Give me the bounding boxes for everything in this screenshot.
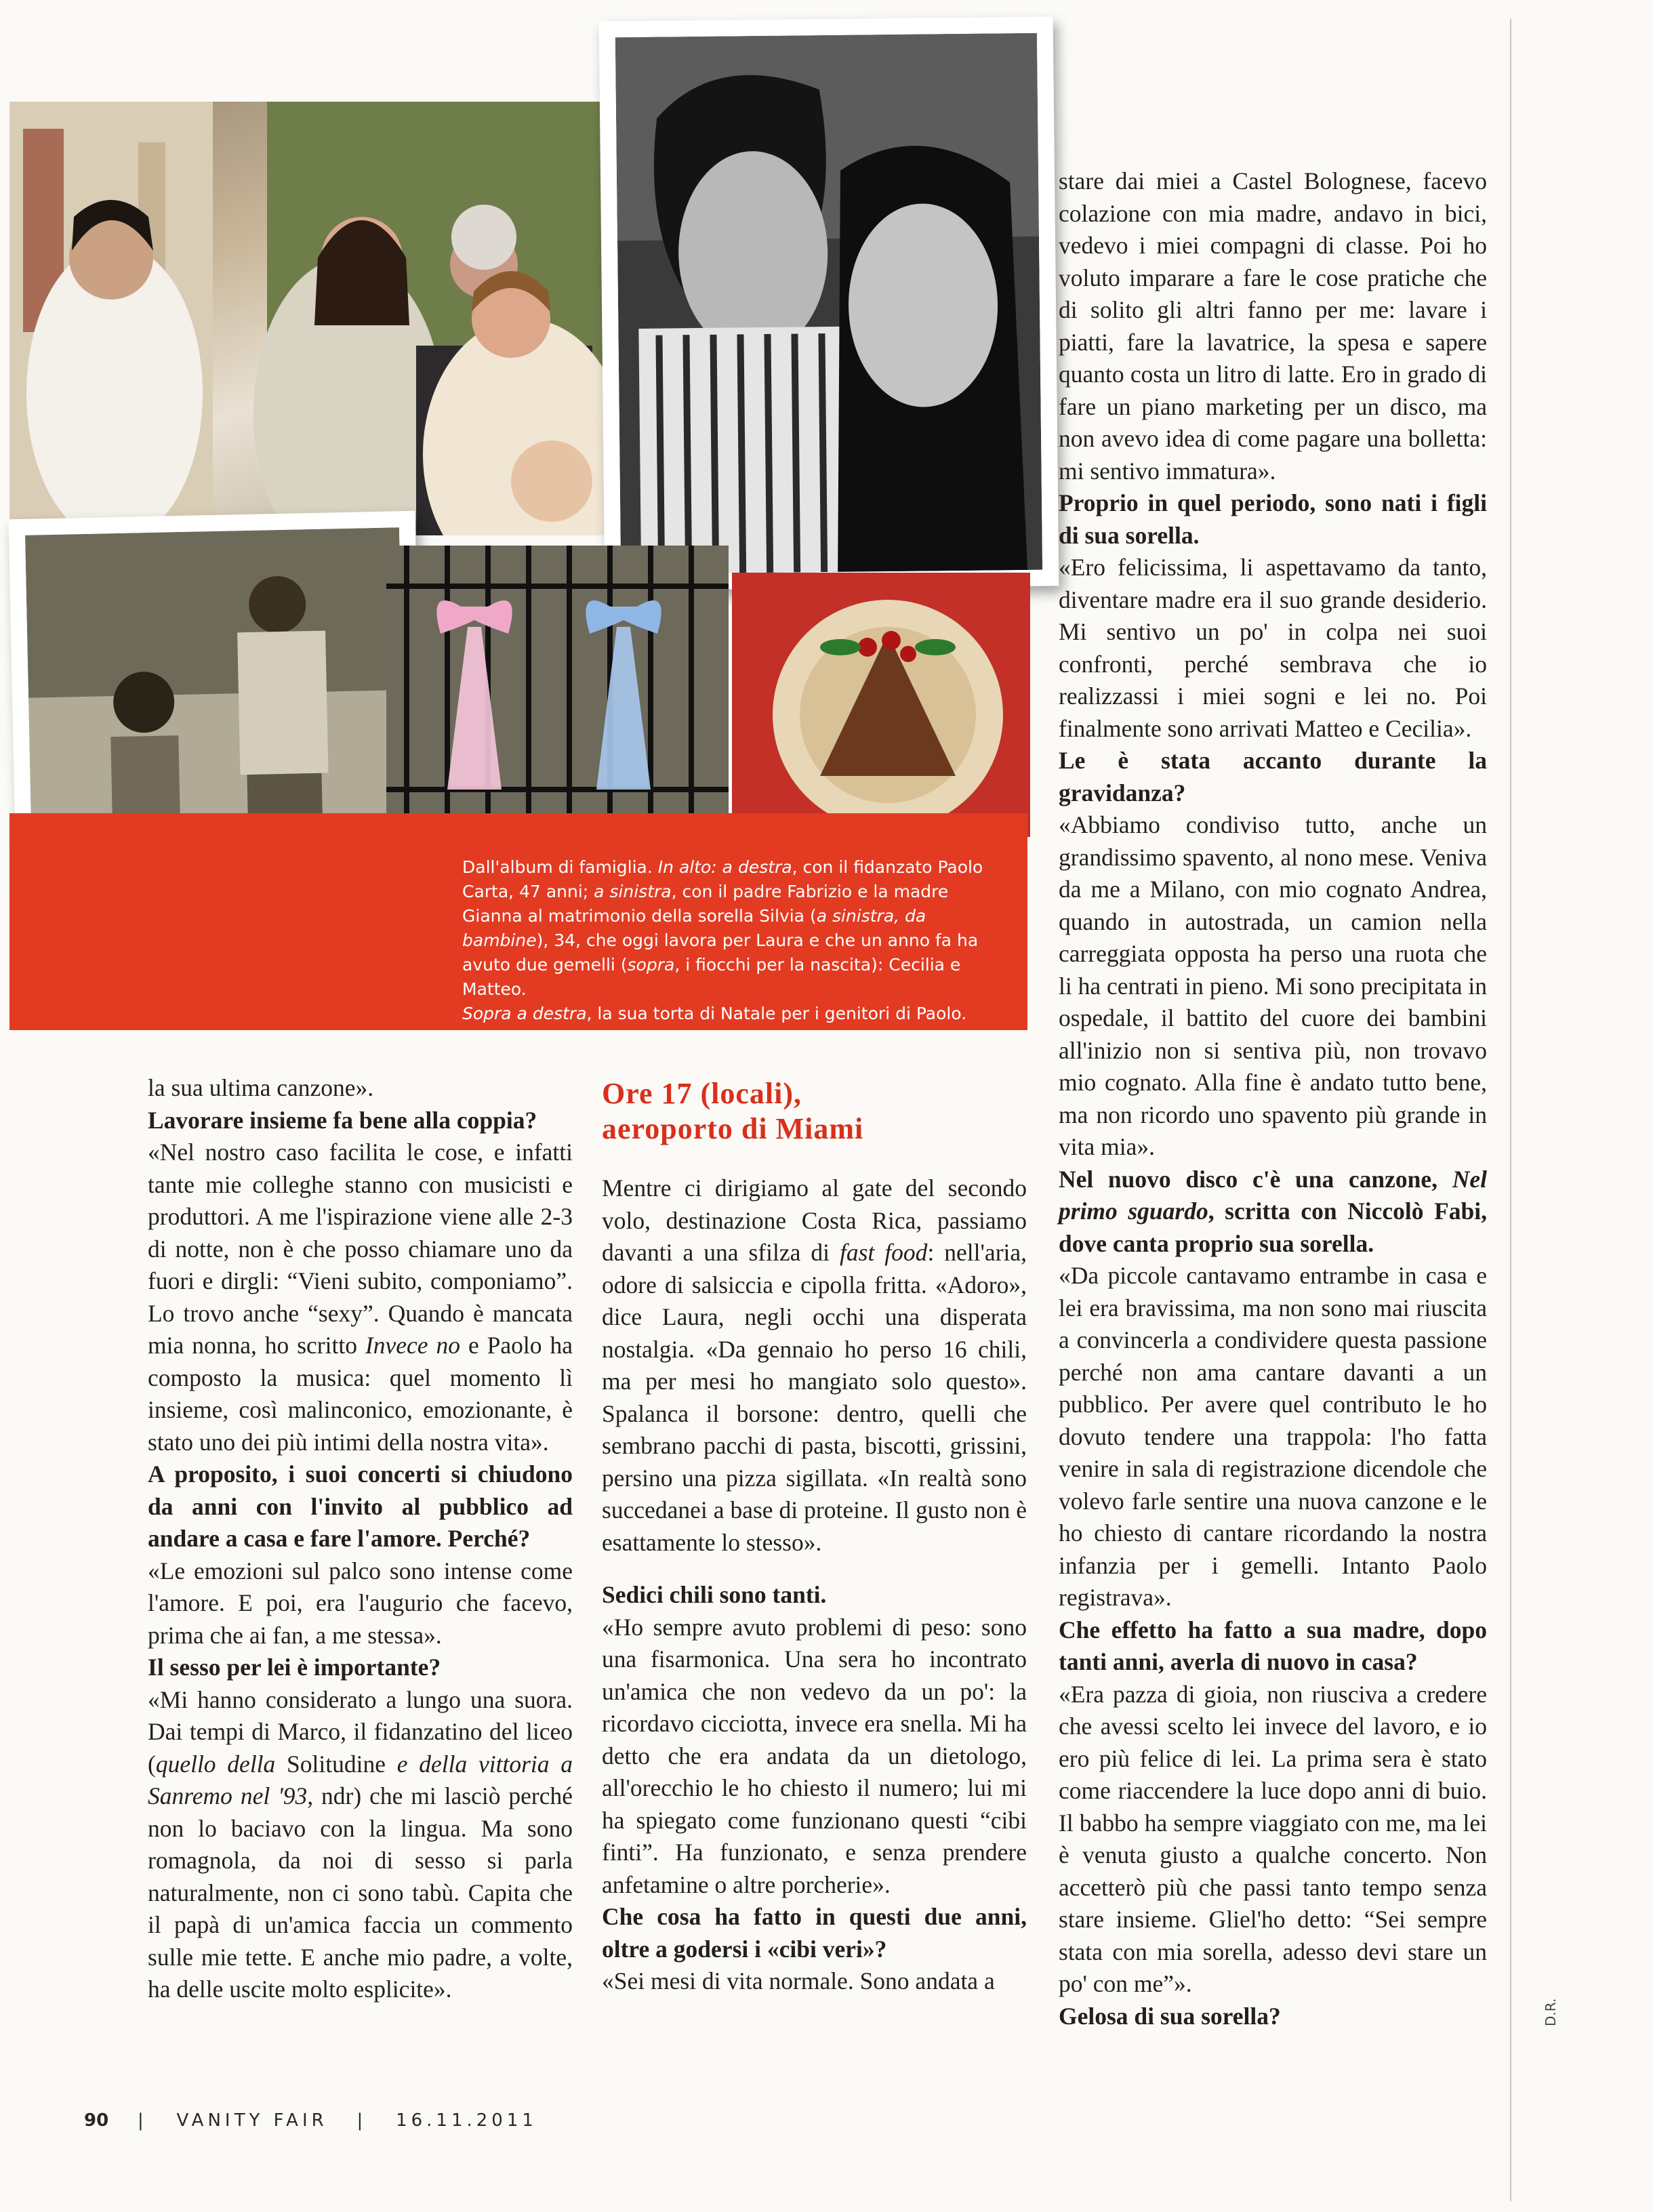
question: Proprio in quel periodo, sono nati i figli di sua sorella. bbox=[1059, 489, 1487, 549]
column-middle bbox=[602, 1172, 1027, 1998]
issue-date: 16.11.2011 bbox=[396, 2110, 537, 2131]
paragraph bbox=[148, 1136, 573, 1458]
paragraph bbox=[602, 1172, 1027, 1559]
question: Che effetto ha fatto a sua madre, dopo tanti anni, averla di nuovo in casa? bbox=[1059, 1616, 1487, 1675]
section-heading-line-2: aeroporto di Miami bbox=[602, 1112, 864, 1145]
section-heading-line-1: Ore 17 (locali), bbox=[602, 1077, 802, 1110]
gate-ribbons-photo bbox=[386, 546, 729, 837]
paragraph-text: «Nel nostro caso facilita le cose, e infatti tante mie colleghe stanno con musicisti e produttori. A me l'ispirazione viene alle 2-3 di notte, non è che posso chiamare uno da fuori e dirgli: “Vieni subito, componiamo”. Lo trovo anche “sexy”. Quando è mancata mia nonna, ho scritto bbox=[148, 1139, 573, 1359]
caption-left-label: a sinistra bbox=[594, 882, 672, 901]
paragraph: «Ho sempre avuto problemi di peso: sono una fisarmonica. Una sera ho incontrato un'amica che non vedevo da un po': la ricordavo cicciotta, invece era snella. Mi ha detto che era andata da un dietologo, all'orecchio le ho chiesto il numero; lui mi ha spiegato come funzionano questi “cibi finti”. Ha funzionato, e senza prendere anfetamine o altre porcherie». bbox=[602, 1613, 1027, 1898]
page-margin-rule bbox=[1510, 19, 1511, 2201]
page-number: 90 bbox=[84, 2110, 109, 2131]
subheading: Sedici chili sono tanti. bbox=[602, 1581, 827, 1608]
photo-credit: D.R. bbox=[1543, 1998, 1559, 2026]
page-footer bbox=[84, 2110, 537, 2131]
caption-intro: Dall'album di famiglia. bbox=[462, 857, 658, 877]
italic-text: fast food bbox=[840, 1239, 928, 1266]
caption-above-label: sopra bbox=[627, 955, 675, 975]
caption-text-4: , i fiocchi per la nascita): Cecilia e Matteo. bbox=[462, 955, 961, 999]
paragraph bbox=[148, 1684, 573, 2006]
paragraph: stare dai miei a Castel Bolognese, facevo colazione con mia madre, andavo in bici, vedevo i miei compagni di classe. Poi ho voluto imparare a fare le cose pratiche che di solito gli altri fanno per me: lavare i piatti, fare la lavatrice, la spesa e sapere quanto costa un litro di latte. Ero in grado di fare un piano marketing per un disco, ma non avevo idea di come pagare una bolletta: mi sentivo immatura». bbox=[1059, 167, 1487, 485]
question: Gelosa di sua sorella? bbox=[1059, 2002, 1281, 2030]
paragraph: «Le emozioni sul palco sono intense come l'amore. E poi, era l'augurio che facevo, prima che ai fan, a me stessa». bbox=[148, 1557, 573, 1649]
caption-text-3: ), 34, che oggi lavora per Laura e che un anno fa ha avuto due gemelli ( bbox=[462, 930, 979, 975]
magazine-name: VANITY FAIR bbox=[176, 2110, 328, 2131]
question: Il sesso per lei è importante? bbox=[148, 1654, 441, 1681]
question: Lavorare insieme fa bene alla coppia? bbox=[148, 1106, 537, 1134]
wedding-photo bbox=[9, 102, 619, 535]
paragraph: «Sei mesi di vita normale. Sono andata a bbox=[602, 1967, 995, 1994]
song-title: Invece no bbox=[365, 1332, 460, 1359]
paragraph-text: e Paolo ha composto la musica: quel momento lì insieme, così malinconico, emozionante, è stato uno dei più intimi della nostra vita». bbox=[148, 1332, 573, 1456]
question: A proposito, i suoi concerti si chiudono da anni con l'invito al pubblico ad andare a casa e fare l'amore. Perché? bbox=[148, 1460, 573, 1552]
paragraph-text: : nell'aria, odore di salsiccia e cipolla fritta. «Adoro», dice Laura, negli occhi una disperata nostalgia. «Da gennaio ho perso 16 chili, ma per mesi ho mangiato solo questo». Spalanca il borsone: dentro, quelli che sembrano pacchi di pasta, biscotti, grissini, persino una pizza sigillata. «In realtà sono succedanei a base di proteine. Il gusto non è esattamente lo stesso». bbox=[602, 1239, 1027, 1556]
paragraph: «Abbiamo condiviso tutto, anche un grandissimo spavento, al nono mese. Veniva da me a Milano, con mio cognato Andrea, quando in autostrada, un camion nella carreggiata opposta ha perso una ruota che li ha centrati in pieno. Mi sono precipitata in ospedale, il battito del cuore dei bambini all'inizio non si sentiva più, non trovavo mio cognato. Alla fine è andato tutto bene, ma non ricordo uno spavento più grande in vita mia». bbox=[1059, 811, 1487, 1160]
paragraph: «Da piccole cantavamo entrambe in casa e lei era bravissima, ma non sono mai riuscita a convincerla a condividere questa passione perché non ama cantare davanti a un pubblico. Per avere quel contributo le ho dovuto tendere una trappola: l'ho fatta venire in sala di registrazione dicendole che volevo farle sentire una nuova canzone e le ho chiesto di cantare ricordando la nostra infanzia per i gemelli. Intanto Paolo registrava». bbox=[1059, 1262, 1487, 1611]
question-text: Nel nuovo disco c'è una canzone, bbox=[1059, 1165, 1452, 1193]
caption-kids-label: a sinistra, da bambine bbox=[462, 906, 926, 950]
caption-top-label: In alto: a destra bbox=[657, 857, 792, 877]
italic-text: quello della bbox=[155, 1750, 276, 1778]
caption-text-5: , la sua torta di Natale per i genitori di Paolo. bbox=[586, 1004, 967, 1023]
column-left bbox=[148, 1072, 573, 2006]
footer-separator: | bbox=[137, 2110, 148, 2131]
photo-caption bbox=[462, 855, 1004, 1026]
paragraph: «Ero felicissima, li aspettavamo da tanto, diventare madre era il suo grande desiderio. Mi sentivo un po' in colpa nei suoi confronti, perché sembrava che io realizzassi i miei sogni e lei no. Poi finalmente sono arrivati Matteo e Cecilia». bbox=[1059, 554, 1487, 742]
caption-text-1: , con il fidanzato Paolo Carta, 47 anni; bbox=[462, 857, 983, 901]
column-right bbox=[1059, 165, 1487, 2032]
question-text: , scritta con Niccolò Fabi, dove canta proprio sua sorella. bbox=[1059, 1197, 1487, 1257]
footer-separator: | bbox=[356, 2110, 367, 2131]
couple-photo bbox=[599, 17, 1059, 591]
song-title: Solitudine bbox=[275, 1750, 397, 1778]
paragraph-text: Mentre ci dirigiamo al gate del secondo volo, destinazione Costa Rica, passiamo davanti a una sfilza di bbox=[602, 1174, 1027, 1266]
caption-above-right-label: Sopra a destra bbox=[462, 1004, 587, 1023]
question bbox=[1059, 1164, 1487, 1261]
paragraph: «Era pazza di gioia, non riusciva a credere che avessi scelto lei invece del lavoro, e io ero più felice di lei. La prima sera è stato come riaccendere la luce dopo anni di buio. Il babbo ha sempre viaggiato con me, ma lei è venuta giusto a qualche concerto. Non accetterò più che passi tanto tempo senza stare insieme. Gliel'ho detto: “Sei sempre stata con mia sorella, adesso devi stare un po' con me”». bbox=[1059, 1680, 1487, 1997]
question: Che cosa ha fatto in questi due anni, oltre a godersi i «cibi veri»? bbox=[602, 1903, 1027, 1963]
paragraph-text: ndr) che mi lasciò perché non lo baciavo con la lingua. Ma sono romagnola, da noi di sesso si parla naturalmente, non ci sono tabù. Capita che il papà di un'amica faccia un commento sulle mie tette. E anche mio padre, a volte, ha delle uscite molto esplicite». bbox=[148, 1782, 573, 2003]
paragraph: la sua ultima canzone». bbox=[148, 1074, 374, 1101]
spacer bbox=[602, 1559, 1027, 1579]
caption-text-2: , con il padre Fabrizio e la madre Gianna al matrimonio della sorella Silvia ( bbox=[462, 882, 949, 926]
section-heading bbox=[602, 1076, 1022, 1147]
paragraph-text: «Mi hanno considerato a lungo una suora. Dai tempi di Marco, il fidanzatino del liceo ( bbox=[148, 1685, 573, 1778]
question: Le è stata accanto durante la gravidanza? bbox=[1059, 747, 1487, 806]
christmas-cake-photo bbox=[732, 573, 1030, 837]
italic-text: e della vittoria a Sanremo nel '93, bbox=[148, 1750, 573, 1809]
song-title: Nel primo sguardo bbox=[1059, 1165, 1487, 1225]
